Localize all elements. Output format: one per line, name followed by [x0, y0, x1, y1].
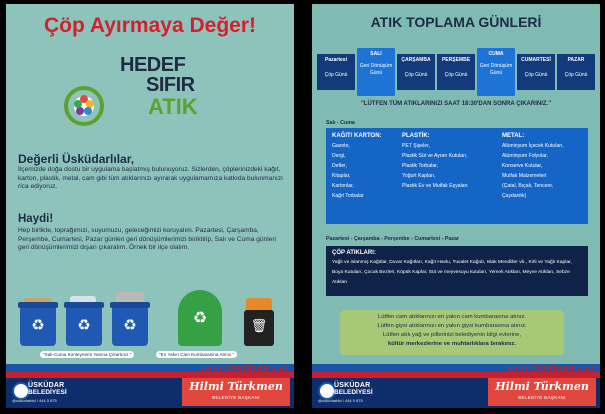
bin-caption: "Salı-Cuma Konteynerin Yanına Çıkartınız.": [40, 351, 134, 358]
recycle-flower-icon: [64, 86, 104, 126]
metal-item: Alüminyum Folyolar,: [502, 153, 548, 159]
mayor-role: BELEDİYE BAŞKANI: [518, 395, 566, 400]
left-poster: [6, 4, 294, 408]
intro-paragraph: İlçemizde doğa dostu bir uygulama başlatmış bulunuyoruz. Sizlerden, çöplerinizdeki kağıt, karton, plastik, metal, cam gibi tüm atıklarınızı ayırarak uygulamamıza katkıda bulunmanızı rica ediyoruz.: [18, 166, 283, 191]
glass-info: Lütfen cam atıklarınızı en yakın cam kumbarasına atınız.: [378, 314, 526, 320]
social-handle: @uskudarbld / 444 0 875: [12, 398, 57, 403]
logo-line2: BELEDİYESİ: [28, 389, 67, 396]
glass-bank-icon: ♻: [178, 290, 222, 346]
clothes-info: Lütfen giysi atıklarınızı en yakın giysi kumbarasına atınız.: [377, 323, 527, 329]
paper-item: Kartonlar,: [332, 183, 354, 189]
municipality-logo: [318, 382, 374, 404]
metal-item: (Çatal, Bıçak, Tencere,: [502, 183, 554, 189]
plastic-item: Plastik Süt ve Ayran Kutuları,: [402, 153, 468, 159]
day-tuesday: SALI Geri Dönüşüm Günü: [357, 48, 395, 96]
metal-item: Mutfak Malzemeleri: [502, 173, 547, 179]
left-footer: [6, 360, 294, 408]
time-notice: "LÜTFEN TÜM ATIKLARINIZI SAAT 18:30'DAN SONRA ÇIKARINIZ.": [360, 101, 552, 107]
plastic-heading: PLASTİK:: [402, 133, 430, 139]
slogan-word-hedef: HEDEF: [120, 54, 186, 76]
greeting-heading: Değerli Üsküdarlılar,: [18, 152, 135, 166]
other-waste-info: [340, 310, 564, 355]
logo-line2: BELEDİYESİ: [334, 389, 373, 396]
paper-item: Defter,: [332, 163, 348, 169]
mayor-badge: [488, 378, 596, 406]
plastic-item: Plastik Ev ve Mutfak Eşyaları: [402, 183, 468, 189]
collection-days-table: [317, 48, 595, 96]
poster-title: Çöp Ayırmaya Değer!: [43, 14, 256, 37]
social-handle: @uskudarbld / 444 0 875: [318, 398, 363, 403]
metal-bin-icon: ♻: [112, 306, 148, 346]
day-thursday: PERŞEMBE Çöp Günü: [437, 54, 475, 90]
plastic-column: [402, 132, 468, 191]
paper-item: Dergi,: [332, 153, 346, 159]
paper-heading: KAĞIT/ KARTON:: [332, 133, 382, 139]
municipality-logo: [12, 382, 68, 404]
right-poster: [312, 4, 600, 408]
call-to-action-heading: Haydi!: [18, 213, 54, 225]
mayor-role: BELEDİYE BAŞKANI: [212, 395, 260, 400]
mayor-name: Hilmi Türkmen: [495, 380, 589, 393]
general-waste-bin-icon: 🗑: [244, 310, 274, 346]
day-friday: CUMA Geri Dönüşüm Günü: [477, 48, 515, 96]
paper-item: Kitaplar,: [332, 173, 351, 179]
right-footer: [312, 360, 600, 408]
metal-item: Çaydanlık): [502, 193, 527, 199]
collection-days-title: ATIK TOPLAMA GÜNLERİ: [370, 14, 542, 30]
metal-item: Konserve Kutular,: [502, 163, 543, 169]
garbage-heading: ÇÖP ATIKLARI:: [332, 250, 376, 256]
garbage-box: [326, 246, 588, 296]
plastic-item: Plastik Torbalar,: [402, 163, 438, 169]
paper-bin-icon: ♻: [20, 306, 56, 346]
logo-line1: ÜSKÜDAR: [334, 382, 371, 389]
plastic-item: PET Şişeler,: [402, 143, 430, 149]
recycling-days-label: Salı - Cuma: [326, 120, 355, 126]
day-sunday: PAZAR Çöp Günü: [557, 54, 595, 90]
paper-item: Kağıt Torbalar: [332, 193, 364, 199]
paper-item: Gazete,: [332, 143, 350, 149]
metal-column: [502, 132, 564, 201]
glass-caption: "En Yakın Cam Kumbarasına Atınız.": [156, 351, 237, 358]
footer-slogan: iyi ki ÜSKÜDAR var!: [507, 364, 594, 374]
drop-off-info: kültür merkezlerine ve muhtarlıklara bırakınız.: [387, 341, 516, 347]
day-monday: Pazartesi Çöp Günü: [317, 54, 355, 90]
logo-line1: ÜSKÜDAR: [28, 382, 65, 389]
mayor-name: Hilmi Türkmen: [189, 380, 283, 393]
slogan-word-sifir: SIFIR: [146, 74, 195, 96]
recycling-bins-illustration: [20, 276, 284, 346]
footer-slogan: iyi ki ÜSKÜDAR var!: [201, 364, 288, 374]
day-wednesday: ÇARŞAMBA Çöp Günü: [397, 54, 435, 90]
garbage-items: Yağlı ve islanmış Kağıtlar, Duvar Kağıtları, Kağıt Havlu, Tuvalet Kağıdı, Islak Mendiller vb., Kirli ve Yağlı Kaplar, Boya Kutuları, Çocuk Bezleri, Köpük Kaplar, Süt ve meyvesuyu kutuları, Yemek Atıkları, Meyve Atıkları, Sebze Atıkları: [332, 260, 572, 285]
slogan-word-atik: ATIK: [148, 94, 198, 119]
day-saturday: CUMARTESİ Çöp Günü: [517, 54, 555, 90]
metal-heading: METAL:: [502, 133, 525, 139]
plastic-item: Yoğurt Kapları,: [402, 173, 436, 179]
garbage-days-label: Pazartesi - Çarşamba - Perşembe - Cumartesi - Pazar: [326, 236, 460, 242]
schedule-paragraph: Hep birlikte, toprağımızı, suyumuzu, geleceğimizi koruyalım. Pazartesi, Çarşamba, Perşembe, Cumartesi, Pazar günleri geri dönüşümlerimizi biriktirip, Salı ve Cuma günleri geri dönüşümlerimizi dışarı çıkaralım. Örnek bir ilçe olalım.: [18, 227, 276, 252]
paper-column: [332, 132, 382, 201]
plastic-bin-icon: ♻: [66, 306, 102, 346]
metal-item: Alüminyum İçecek Kutuları,: [502, 143, 564, 149]
oil-battery-info: Lütfen atık yağ ve pillerinizi belediyenin bilgi evlerine,: [382, 332, 522, 338]
mayor-badge: [182, 378, 290, 406]
recyclables-box: [326, 128, 588, 224]
